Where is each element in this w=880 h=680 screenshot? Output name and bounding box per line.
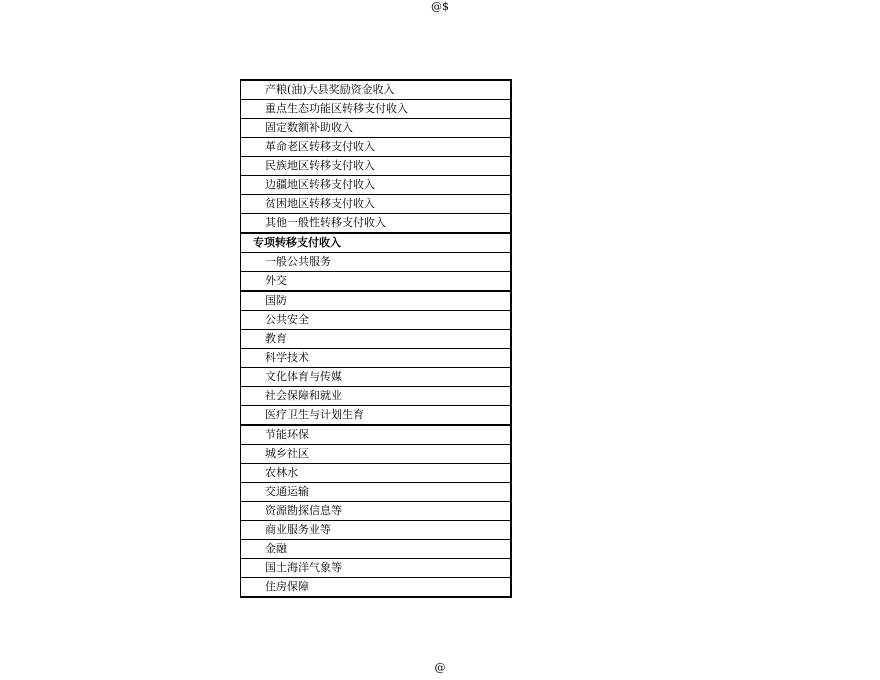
table-row [241, 540, 512, 559]
table-row [241, 368, 512, 387]
table-row [241, 311, 512, 330]
row-label: 固定数额补助收入 [241, 119, 512, 138]
row-label: 边疆地区转移支付收入 [241, 176, 512, 195]
row-label: 教育 [241, 330, 512, 349]
row-label: 革命老区转移支付收入 [241, 138, 512, 157]
table-row [241, 445, 512, 464]
row-label: 节能环保 [241, 425, 512, 445]
table-row [241, 425, 512, 445]
row-label: 外交 [241, 272, 512, 292]
row-label: 贫困地区转移支付收入 [241, 195, 512, 214]
row-label: 国土海洋气象等 [241, 559, 512, 578]
table-row [241, 483, 512, 502]
row-label: 农林水 [241, 464, 512, 483]
row-label: 民族地区转移支付收入 [241, 157, 512, 176]
table-row [241, 272, 512, 292]
row-label: 城乡社区 [241, 445, 512, 464]
row-label: 金融 [241, 540, 512, 559]
table-row [241, 406, 512, 426]
row-label: 公共安全 [241, 311, 512, 330]
row-label: 一般公共服务 [241, 253, 512, 272]
row-label: 其他一般性转移支付收入 [241, 214, 512, 234]
table-row [241, 349, 512, 368]
table-row [241, 176, 512, 195]
row-label: 重点生态功能区转移支付收入 [241, 100, 512, 119]
table-row [241, 80, 512, 100]
row-label: 产粮(油)大县奖励资金收入 [241, 80, 512, 100]
section-heading-label: 专项转移支付收入 [241, 233, 512, 253]
row-label: 文化体育与传媒 [241, 368, 512, 387]
table-row [241, 464, 512, 483]
table-row [241, 291, 512, 311]
table-row [241, 100, 512, 119]
table-row [241, 559, 512, 578]
table-row [241, 138, 512, 157]
section-heading-row [241, 233, 512, 253]
table-row [241, 330, 512, 349]
page-footer-mark: @ [434, 661, 446, 674]
row-label: 科学技术 [241, 349, 512, 368]
row-label: 医疗卫生与计划生育 [241, 406, 512, 426]
row-label: 商业服务业等 [241, 521, 512, 540]
row-label: 资源勘探信息等 [241, 502, 512, 521]
table-row [241, 387, 512, 406]
table-row [241, 195, 512, 214]
table-row [241, 214, 512, 234]
row-label: 国防 [241, 291, 512, 311]
table-row [241, 253, 512, 272]
page-header-mark: @$ [431, 0, 449, 13]
table-row [241, 157, 512, 176]
budget-table [240, 79, 512, 598]
row-label: 住房保障 [241, 578, 512, 598]
row-label: 社会保障和就业 [241, 387, 512, 406]
table-row [241, 521, 512, 540]
table-row [241, 119, 512, 138]
row-label: 交通运输 [241, 483, 512, 502]
table-row [241, 502, 512, 521]
table-row [241, 578, 512, 598]
